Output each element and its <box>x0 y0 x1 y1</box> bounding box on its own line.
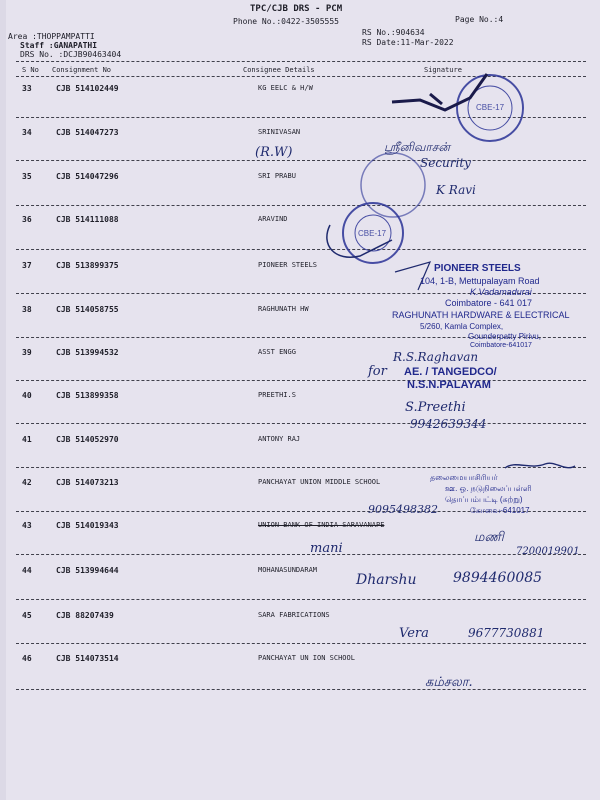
row-divider <box>16 249 586 250</box>
row-sno: 44 <box>22 566 32 575</box>
stamp-line: 5/260, Kamla Complex, <box>420 322 504 331</box>
phone-number: Phone No.:0422-3505555 <box>233 17 339 26</box>
handwriting-signature: K Ravi <box>436 183 476 197</box>
scan-edge-left <box>0 0 6 800</box>
svg-text:CBE-17: CBE-17 <box>358 229 387 238</box>
row-sno: 45 <box>22 611 32 620</box>
handwriting-phone: 9095498382 <box>368 503 438 516</box>
row-consignment: CJB 514047273 <box>56 128 119 137</box>
header-rule-top <box>16 61 586 62</box>
row-sno: 33 <box>22 84 32 93</box>
page-number: Page No.:4 <box>455 15 504 24</box>
handwriting-signature: R.S.Raghavan <box>393 350 479 364</box>
column-sno: S No <box>22 66 39 74</box>
sheet-title: TPC/CJB DRS - PCM <box>250 4 343 14</box>
rs-date: RS Date:11-Mar-2022 <box>362 38 454 47</box>
svg-text:CBE-17: CBE-17 <box>476 103 505 112</box>
row-consignee: PIONEER STEELS <box>258 261 318 269</box>
row-consignment: CJB 514058755 <box>56 305 119 314</box>
stamp-line: Coimbatore - 641 017 <box>445 298 533 308</box>
drs-number: DRS No. :DCJB90463404 <box>20 50 122 59</box>
row-divider <box>16 689 586 690</box>
handwriting-note: (R.W) <box>255 145 293 160</box>
column-consignee: Consignee Details <box>243 66 315 74</box>
row-sno: 34 <box>22 128 32 137</box>
row-sno: 46 <box>22 654 32 663</box>
row-divider <box>16 599 586 600</box>
row-consignee: PREETHI.S <box>258 391 296 399</box>
stamp-line: ஊ. ஒ. நடுநிலைப்பள்ளி <box>445 484 532 493</box>
handwriting-signature: S.Preethi <box>405 400 466 415</box>
handwriting-signature: mani <box>310 541 343 556</box>
handwriting-signature: Dharshu <box>356 572 417 588</box>
handwriting-phone: 7200019901 <box>516 546 580 557</box>
row-sno: 43 <box>22 521 32 530</box>
round-stamp-icon <box>361 153 425 217</box>
stamp-line: தலைமையாசிரியர் <box>430 473 498 482</box>
row-consignee: ANTONY RAJ <box>258 435 301 443</box>
row-consignment: CJB 514073213 <box>56 478 119 487</box>
round-stamp-icon <box>343 203 403 263</box>
handwriting-note: Security <box>420 156 471 170</box>
column-signature: Signature <box>424 66 462 74</box>
stamp-line: Coimbatore-641017 <box>470 342 532 349</box>
handwriting-phone: 9894460085 <box>453 570 543 586</box>
stamp-line: K.Vadamadurai <box>470 287 532 297</box>
row-divider <box>16 380 586 381</box>
row-consignment: CJB 513899375 <box>56 261 119 270</box>
row-sno: 40 <box>22 391 32 400</box>
stamp-line: 104, 1-B, Mettupalayam Road <box>420 276 540 286</box>
stamp-line: N.S.N.PALAYAM <box>407 379 491 391</box>
row-sno: 41 <box>22 435 32 444</box>
handwriting-signature: Vera <box>399 626 429 641</box>
header-rule-bottom <box>16 76 586 77</box>
row-consignment: CJB 514047296 <box>56 172 119 181</box>
area-label: Area :THOPPAMPATTI <box>8 32 95 41</box>
row-divider <box>16 205 586 206</box>
signature-stroke <box>392 74 487 110</box>
handwriting-phone: 9942639344 <box>410 417 487 431</box>
row-consignment: CJB 513899358 <box>56 391 119 400</box>
row-consignment: CJB 514102449 <box>56 84 119 93</box>
handwriting-note: ஸ்ரீனிவாசன் <box>384 140 450 154</box>
row-consignment: CJB 514019343 <box>56 521 119 530</box>
row-divider <box>16 117 586 118</box>
handwriting-phone: 9677730881 <box>468 626 545 640</box>
signature-stroke <box>327 225 392 257</box>
round-stamp-icon <box>457 75 523 141</box>
row-sno: 42 <box>22 478 32 487</box>
stamp-line: PIONEER STEELS <box>434 263 521 274</box>
row-consignee: MOHANASUNDARAM <box>258 566 318 574</box>
column-consignment: Consignment No <box>52 66 112 74</box>
row-consignment: CJB 513994644 <box>56 566 119 575</box>
row-sno: 38 <box>22 305 32 314</box>
row-divider <box>16 160 586 161</box>
handwriting-note: for <box>368 364 387 379</box>
row-sno: 39 <box>22 348 32 357</box>
row-consignment: CJB 514073514 <box>56 654 119 663</box>
row-consignee: ARAVIND <box>258 215 288 223</box>
staff-label: Staff :GANAPATHI <box>20 41 98 50</box>
row-sno: 36 <box>22 215 32 224</box>
row-sno: 35 <box>22 172 32 181</box>
row-consignee: ASST ENGG <box>258 348 296 356</box>
stamp-line: தொப்பம்பட்டி (சுற்று) <box>445 495 523 504</box>
stamp-line: கோவை-641017 <box>470 506 530 515</box>
row-divider <box>16 423 586 424</box>
row-consignee: KG EELC & H/W <box>258 84 313 92</box>
row-divider <box>16 467 586 468</box>
row-consignee: SRI PRABU <box>258 172 296 180</box>
stamp-line: AE. / TANGEDCO/ <box>404 366 497 378</box>
row-consignment: CJB 514052970 <box>56 435 119 444</box>
stamp-line: RAGHUNATH HARDWARE & ELECTRICAL <box>392 310 570 320</box>
handwriting-signature: கம்சலா. <box>425 675 473 690</box>
row-consignment: CJB 88207439 <box>56 611 114 620</box>
row-divider <box>16 643 586 644</box>
row-divider <box>16 554 586 555</box>
stamp-line: Gounderpatty Pirivu, <box>468 332 541 341</box>
handwriting-signature: மணி <box>474 530 504 545</box>
row-consignee: PANCHAYAT UN ION SCHOOL <box>258 654 355 662</box>
row-sno: 37 <box>22 261 32 270</box>
row-consignee: PANCHAYAT UNION MIDDLE SCHOOL <box>258 478 381 486</box>
row-consignee: UNION BANK OF INDIA SARAVANAPE <box>258 521 385 529</box>
row-consignment: CJB 513994532 <box>56 348 119 357</box>
row-consignee: SRINIVASAN <box>258 128 301 136</box>
row-consignment: CJB 514111088 <box>56 215 119 224</box>
rs-number: RS No.:904634 <box>362 28 425 37</box>
row-consignee: RAGHUNATH HW <box>258 305 309 313</box>
row-consignee: SARA FABRICATIONS <box>258 611 330 619</box>
